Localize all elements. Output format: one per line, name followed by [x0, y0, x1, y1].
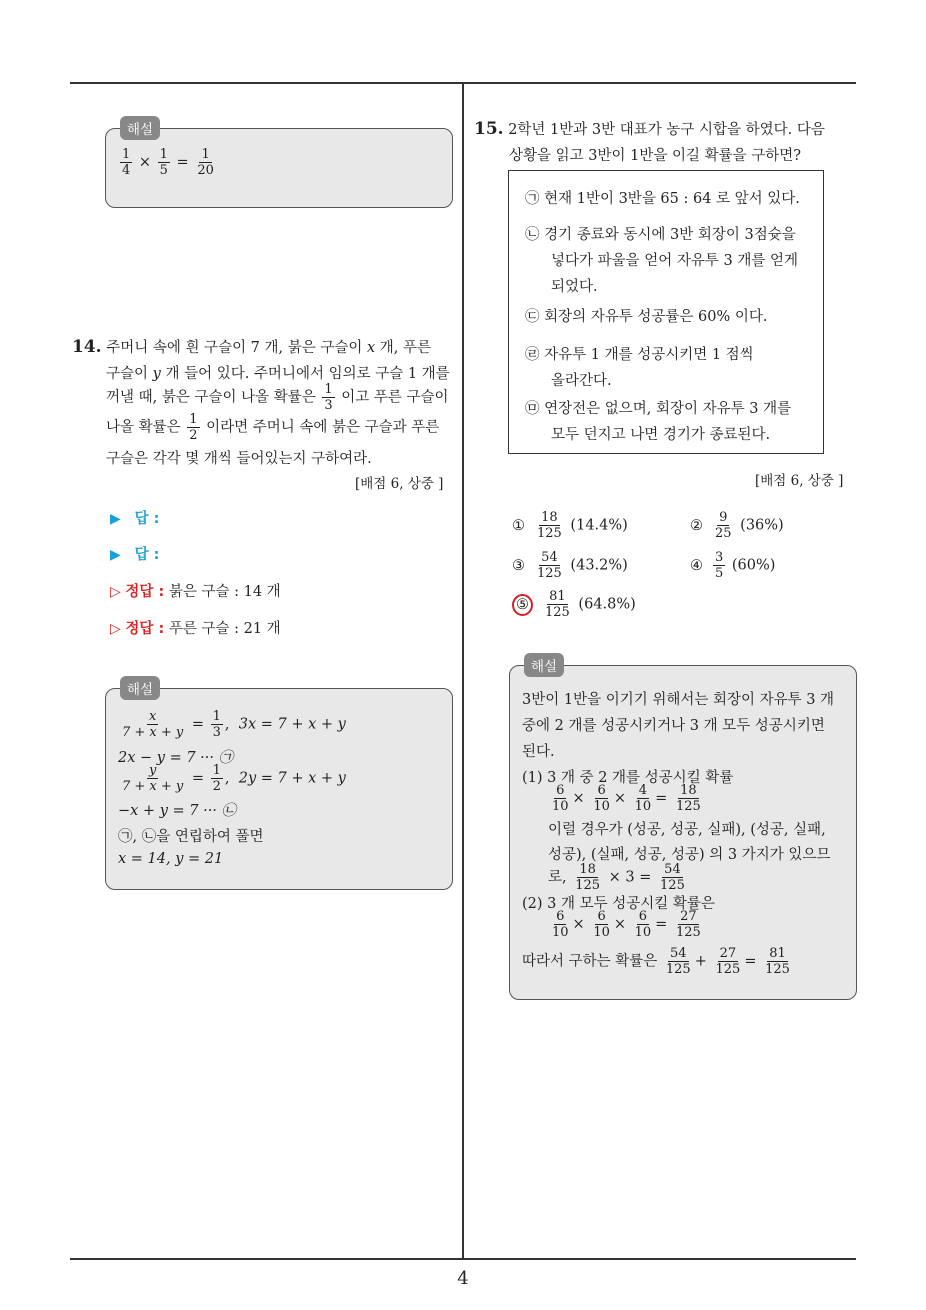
page-number: 4 — [457, 1268, 469, 1289]
play-icon: ▶ — [110, 547, 121, 563]
solution-tag: 해설 — [524, 653, 564, 677]
condition-line: 되었다. — [551, 279, 598, 295]
choice-mark: ② — [690, 517, 703, 534]
play-icon: ▶ — [110, 511, 121, 527]
selected-choice-mark: ⑤ — [512, 594, 533, 616]
condition-line: 모두 던지고 나면 경기가 종료된다. — [551, 427, 771, 443]
choice-mark: ① — [512, 517, 525, 534]
solution-tag: 해설 — [120, 676, 160, 700]
condition-line: ㉠ 현재 1반이 3반을 65 : 64 로 앞서 있다. — [525, 191, 800, 207]
q15-solution-box: 해설 3반이 1반을 이기기 위해서는 회장이 자유투 3 개 중에 2 개를 성공시키거나 3 개 모두 성공시키면 된다. (1) 3 개 중 2 개를 성공시킬 확률 $\frac{6}{10}$ × $\frac{6}{10}$ × $\frac{4}{10}$ = $\frac{18}{125}$ 이럴 경우가 (성공, 성공, 실패), (성공, 실패, 성공), (실패, 성공, 성공) 의 3 가지가 있으므 로, $\frac{18}{125}$ × 3 = $\frac{54}{125}$ (2) 3 개 모두 성공시킬 확률은 $\frac{6}{10}$ × $\frac{6}{10}$ × $\frac{6}{10}$ = $\frac{27}{125}$ 따라서 구하는 확률은 $\frac{54}{125}$ + $\frac{27}{125}$ = $\frac{81}{125}$ — [509, 665, 857, 1000]
condition-mark: ㉤ — [525, 401, 545, 417]
condition-mark: ㉢ — [525, 309, 545, 325]
choice-mark: ③ — [512, 557, 525, 574]
choice-2[interactable]: ② $\frac{9}{25}$ (36%) — [690, 510, 784, 541]
correct-answer-2: ▷ 정답 : 푸른 구슬 : 21 개 — [110, 621, 281, 637]
column-divider — [462, 83, 464, 1258]
score: [배점 6, 상중 ] — [755, 473, 844, 489]
condition-line: ㉡ 경기 종료와 동시에 3반 회장이 3점슛을 — [525, 227, 796, 243]
bottom-rule — [70, 1258, 856, 1260]
play-outline-icon: ▷ — [110, 584, 121, 600]
score: [배점 6, 상중 ] — [355, 476, 444, 492]
conditions-box — [508, 170, 824, 454]
condition-line: ㉤ 연장전은 없으며, 회장이 자유투 3 개를 — [525, 401, 792, 417]
q13-equation: $\frac{1}{4}$ × $\frac{1}{5}$ = $\frac{1}{20}$ — [122, 147, 214, 178]
q14-solution-box: 해설 $\frac{x}{7 + x + y}$ = $\frac{1}{3}$ , 3x = 7 + x + y 2x − y = 7 ··· ㉠ $\frac{y}{7 + x + y}$ = $\frac{1}{2}$ , 2y = 7 + x + y −x + y = 7 ··· ㉡ ㉠, ㉡을 연립하여 풀면 x = 14, y = 21 — [105, 688, 453, 890]
answer-line-1: ▶ 답 : — [110, 511, 160, 527]
condition-mark: ㉣ — [525, 347, 545, 363]
condition-line: 넣다가 파울을 얻어 자유투 3 개를 얻게 — [551, 253, 798, 269]
condition-mark: ㉠ — [525, 191, 545, 207]
q13-solution-box — [105, 122, 453, 208]
condition-line: 올라간다. — [551, 373, 612, 389]
condition-mark: ㉡ — [525, 227, 545, 243]
condition-line: ㉣ 자유투 1 개를 성공시키면 1 점씩 — [525, 347, 754, 363]
choice-5[interactable]: ⑤ $\frac{81}{125}$ (64.8%) — [512, 589, 636, 620]
choice-3[interactable]: ③ $\frac{54}{125}$ (43.2%) — [512, 550, 628, 581]
condition-line: ㉢ 회장의 자유투 성공률은 60% 이다. — [525, 309, 768, 325]
choice-1[interactable]: ① $\frac{18}{125}$ (14.4%) — [512, 510, 628, 541]
correct-answer-1: ▷ 정답 : 붉은 구슬 : 14 개 — [110, 584, 281, 600]
play-outline-icon: ▷ — [110, 621, 121, 637]
choice-4[interactable]: ④ $\frac{3}{5}$ (60%) — [690, 550, 776, 581]
answer-line-2: ▶ 답 : — [110, 547, 160, 563]
solution-tag: 해설 — [120, 116, 160, 140]
question-number: 14. — [72, 337, 102, 357]
question-number: 15. — [474, 119, 504, 139]
choice-mark: ④ — [690, 557, 703, 574]
